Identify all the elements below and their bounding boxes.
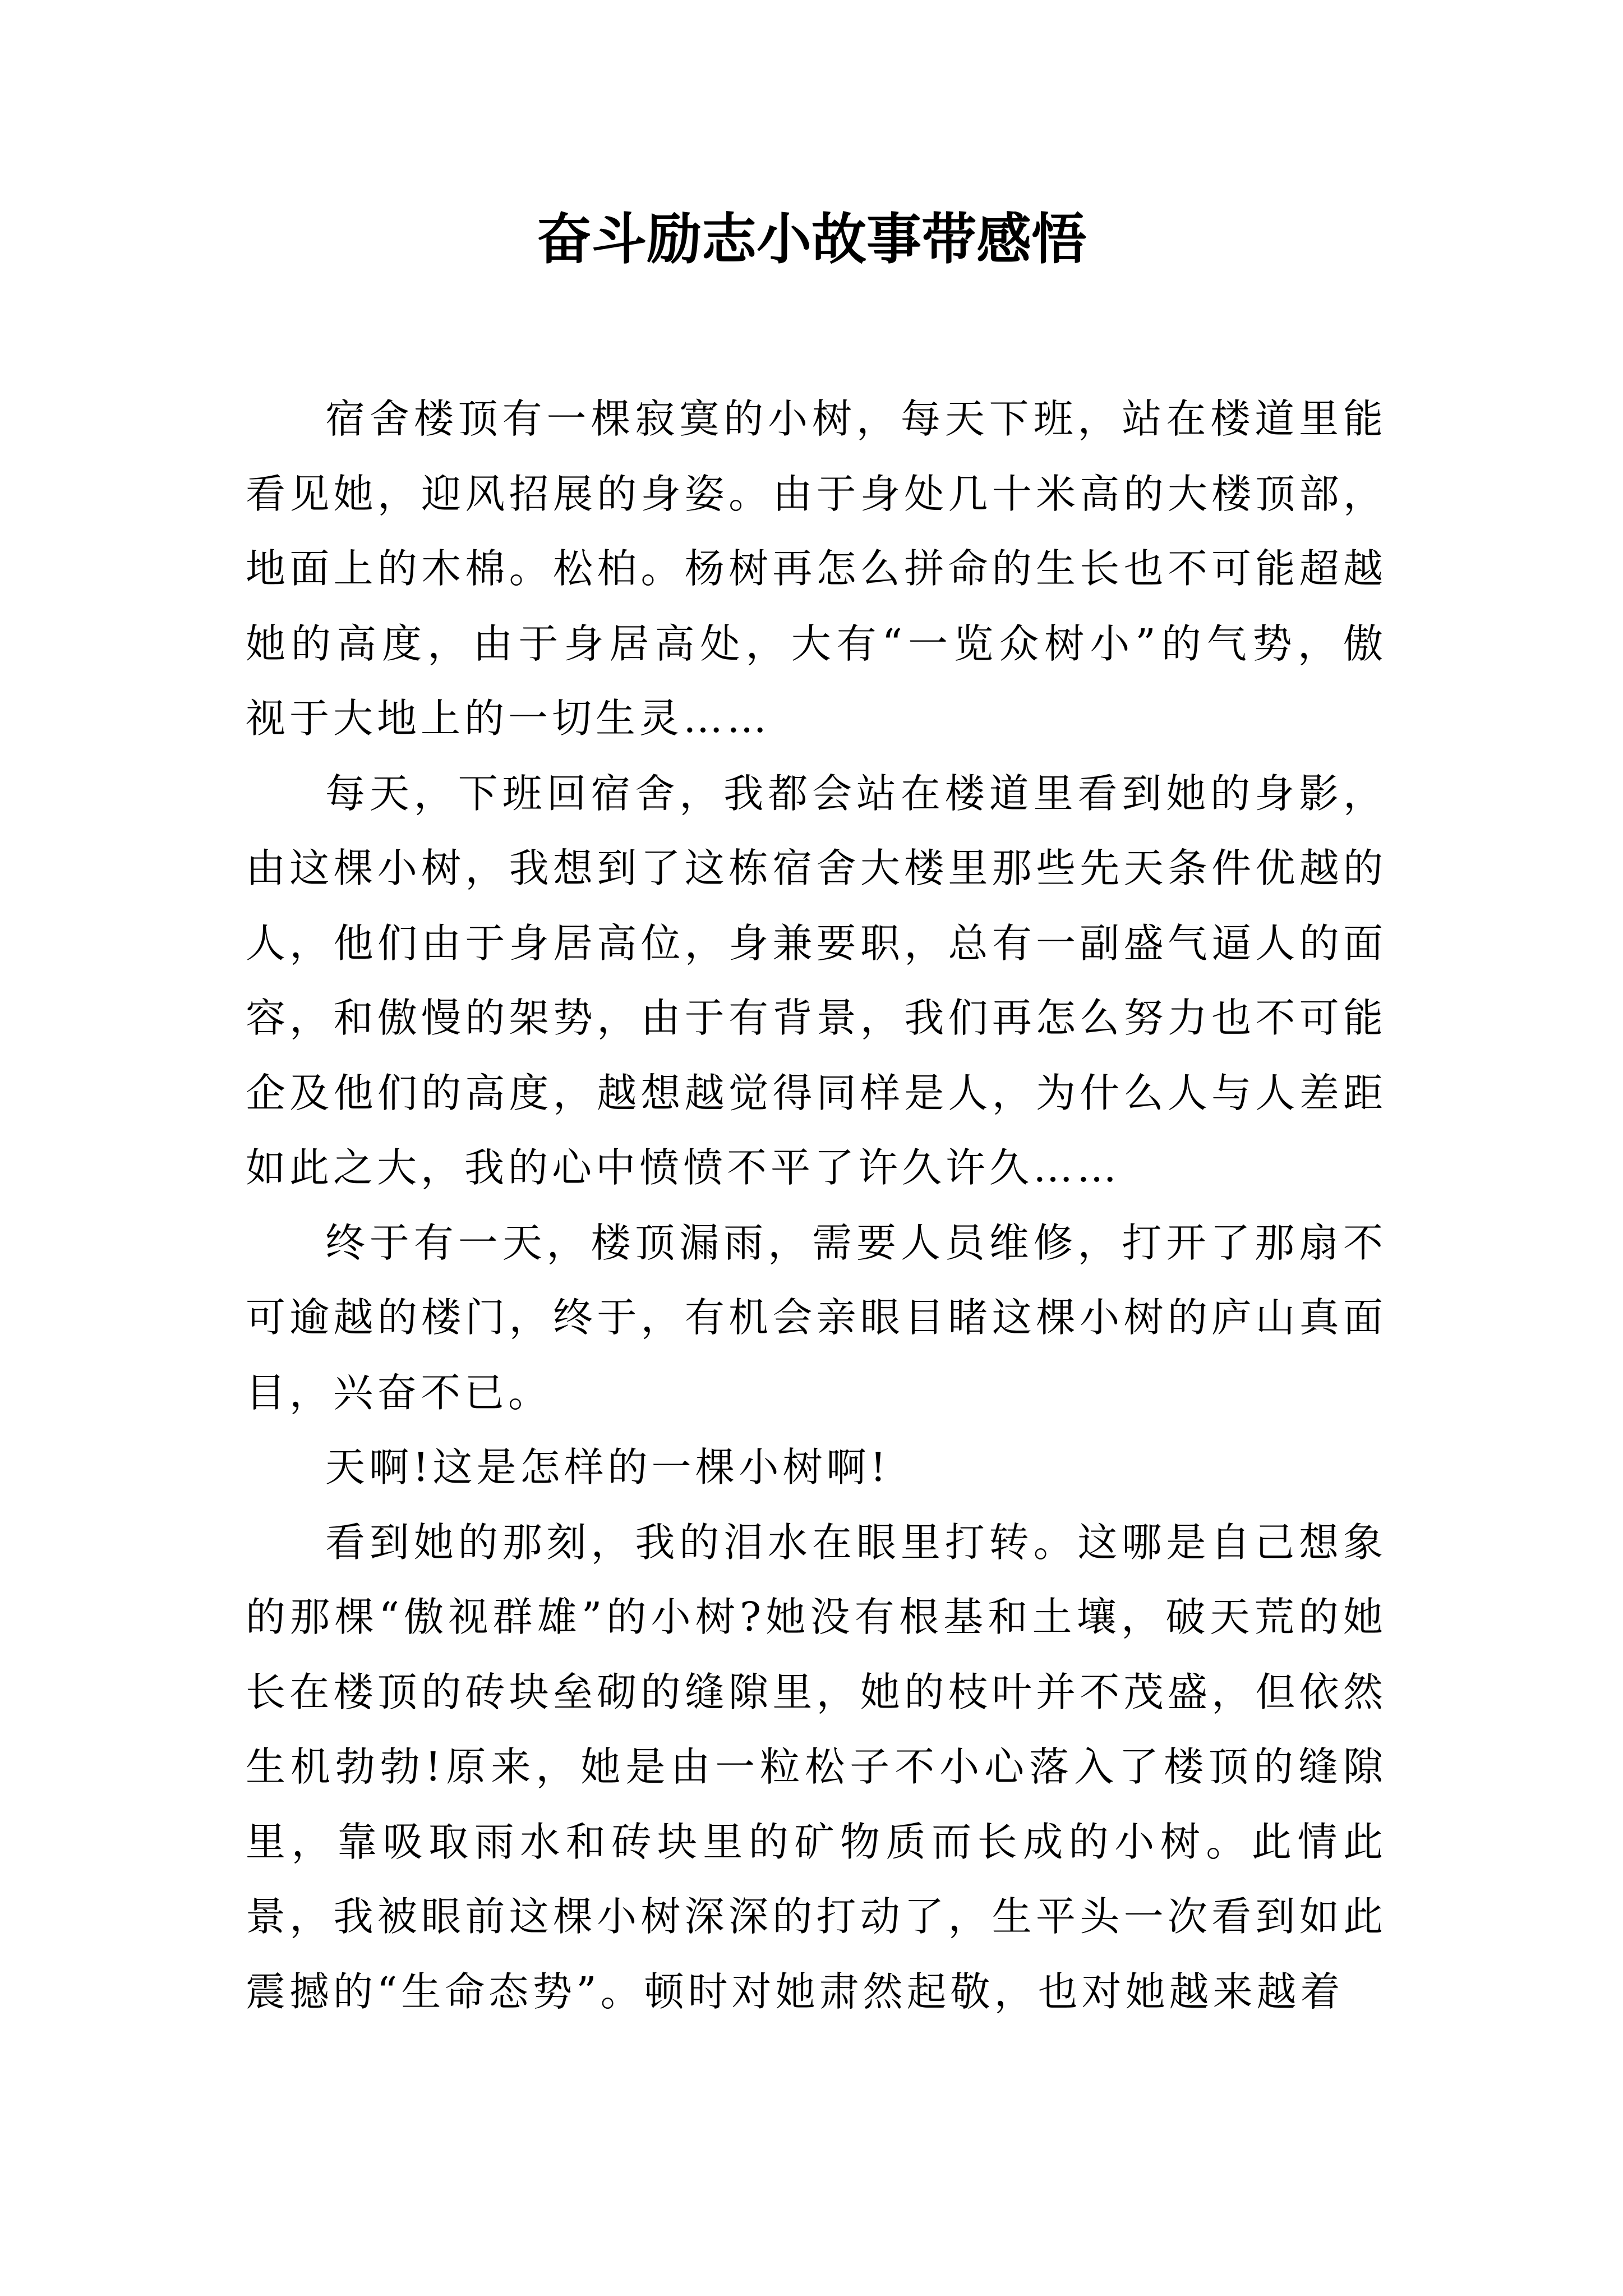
paragraph: 终于有一天，楼顶漏雨，需要人员维修，打开了那扇不可逾越的楼门，终于，有机会亲眼目睹这棵小树的庐山真面目，兴奋不已。 <box>246 1219 1387 1416</box>
paragraph: 天啊!这是怎样的一棵小树啊! <box>325 1444 891 1490</box>
paragraph: 宿舍楼顶有一棵寂寞的小树，每天下班，站在楼道里能看见她，迎风招展的身姿。由于身处几十米高的大楼顶部，地面上的木棉。松柏。杨树再怎么拼命的生长也不可能超越她的高度，由于身居高处，大有“一览众树小”的气势，傲视于大地上的一切生灵…… <box>246 395 1387 742</box>
paragraph: 每天，下班回宿舍，我都会站在楼道里看到她的身影，由这棵小树，我想到了这栋宿舍大楼里那些先天条件优越的人，他们由于身居高位，身兼要职，总有一副盛气逼人的面容，和傲慢的架势，由于有背景，我们再怎么努力也不可能企及他们的高度，越想越觉得同样是人，为什么人与人差距如此之大，我的心中愤愤不平了许久许久…… <box>246 770 1387 1191</box>
document-title: 奋斗励志小故事带感悟 <box>536 207 1086 272</box>
document-body <box>246 381 1387 2029</box>
paragraph: 看到她的那刻，我的泪水在眼里打转。这哪是自己想象的那棵“傲视群雄”的小树?她没有根基和土壤，破天荒的她长在楼顶的砖块垒砌的缝隙里，她的枝叶并不茂盛，但依然生机勃勃!原来，她是由一粒松子不小心落入了楼顶的缝隙里，靠吸取雨水和砖块里的矿物质而长成的小树。此情此景，我被眼前这棵小树深深的打动了，生平头一次看到如此震撼的“生命态势”。顿时对她肃然起敬，也对她越来越着 <box>246 1519 1387 2015</box>
